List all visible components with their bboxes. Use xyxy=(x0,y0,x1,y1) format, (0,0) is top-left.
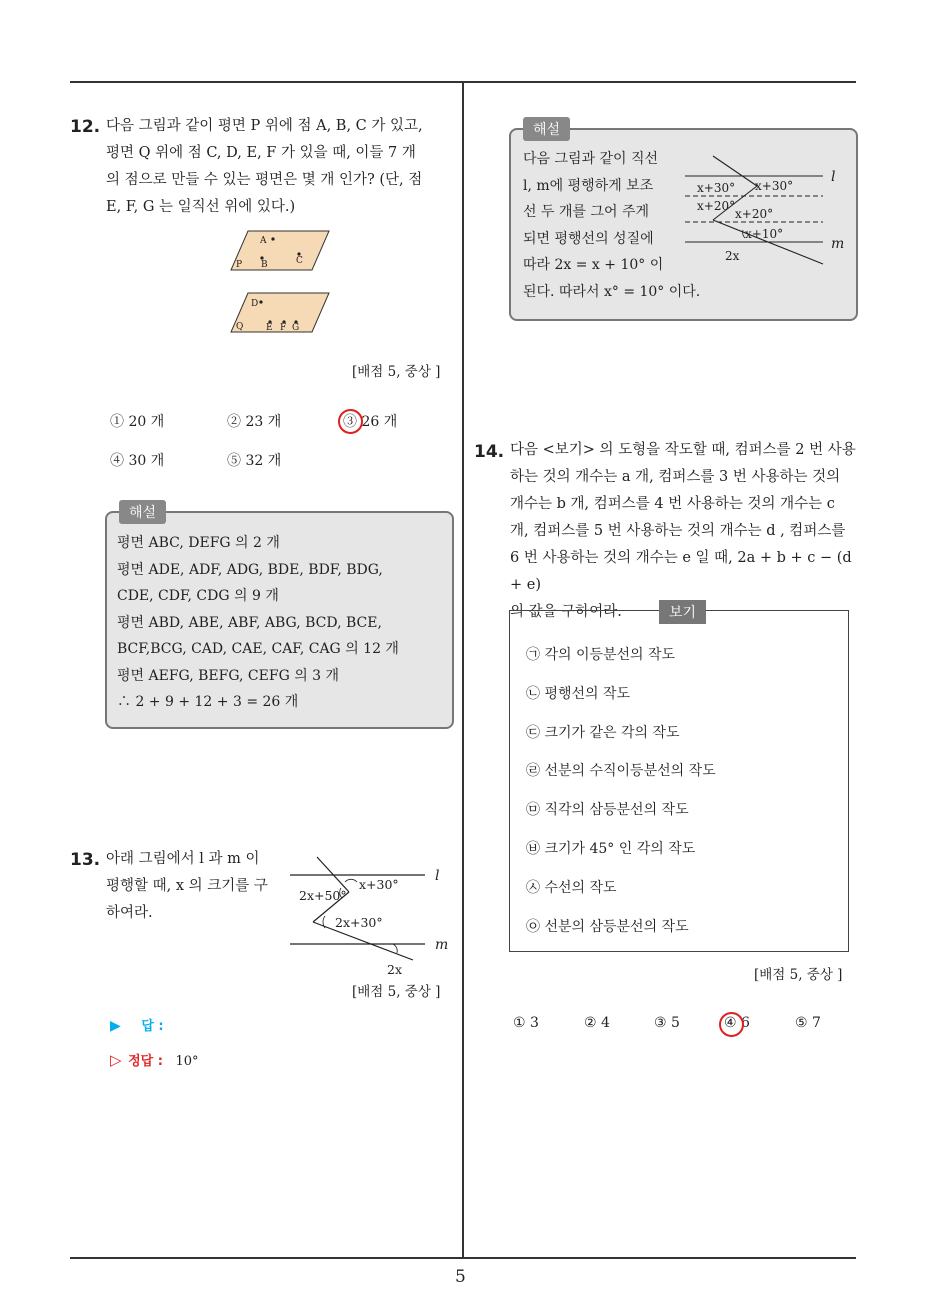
plane-q-label-d: D xyxy=(251,299,259,309)
q13-solution-tag: 해설 xyxy=(523,117,570,141)
q14-choice-3[interactable]: ③ 5 xyxy=(654,1015,680,1031)
q14-line: 개수는 b 개, 컴퍼스를 4 번 사용하는 것의 개수는 c xyxy=(510,496,835,512)
q12-solution-line: 평면 AEFG, BEFG, CEFG 의 3 개 xyxy=(117,667,340,684)
q13-line: 평행할 때, x 의 크기를 구 xyxy=(106,878,268,894)
play-icon: ▶ xyxy=(110,1018,121,1034)
plane-q-label-q: Q xyxy=(236,322,244,332)
q12-line: 다음 그림과 같이 평면 P 위에 점 A, B, C 가 있고, xyxy=(106,118,423,134)
q12-solution-box xyxy=(105,511,454,729)
sol13-line: 선 두 개를 그어 주게 xyxy=(523,204,649,220)
q13-solution-box xyxy=(509,128,858,321)
label-m: m xyxy=(435,937,449,953)
correct-answer-row xyxy=(110,1050,199,1069)
angle-label: x+10° xyxy=(745,227,784,241)
q12-choice-1[interactable]: ① 20 개 xyxy=(110,414,165,430)
q12-score: [배점 5, 중상 ] xyxy=(352,364,441,380)
outline-play-icon: ▷ xyxy=(110,1051,122,1069)
sol13-line: 따라 2x = x + 10° 이 xyxy=(523,257,664,273)
question-14-number: 14. xyxy=(474,442,505,462)
bogi-item: ㉠ 각의 이등분선의 작도 xyxy=(526,647,676,663)
angle-label: x+30° xyxy=(697,181,736,195)
q12-solution-line: CDE, CDF, CDG 의 9 개 xyxy=(117,588,279,604)
answer-label: 답 : xyxy=(141,1019,164,1034)
planes-figure xyxy=(225,226,335,336)
sol13-line: 된다. 따라서 x° = 10° 이다. xyxy=(523,283,701,300)
angle-label: 2x+50° xyxy=(299,888,347,903)
correct-label: 정답 : xyxy=(128,1054,163,1069)
q14-choice-1[interactable]: ① 3 xyxy=(513,1015,539,1031)
column-divider xyxy=(462,83,464,1258)
q12-choice-4[interactable]: ④ 30 개 xyxy=(110,453,165,469)
bogi-item: ㉢ 크기가 같은 각의 작도 xyxy=(526,725,680,741)
q14-line: 6 번 사용하는 것의 개수는 e 일 때, 2a + b + c − (d + e) xyxy=(510,550,852,593)
bogi-item: ㉧ 선분의 삼등분선의 작도 xyxy=(526,919,689,935)
q14-line: 의 값을 구하여라. xyxy=(510,604,622,620)
parallel-lines-figure xyxy=(285,852,455,980)
correct-value: 10° xyxy=(175,1054,199,1069)
plane-p-label-a: A xyxy=(260,236,267,246)
q14-choice-2[interactable]: ② 4 xyxy=(584,1015,610,1031)
bogi-item: ㉦ 수선의 작도 xyxy=(526,880,617,896)
page-number: 5 xyxy=(455,1267,466,1287)
q12-line: 의 점으로 만들 수 있는 평면은 몇 개 인가? (단, 점 xyxy=(106,172,423,188)
question-13-text xyxy=(106,846,286,927)
q14-choice-4[interactable]: ④ 6 xyxy=(724,1015,750,1031)
plane-q-label-g: G xyxy=(292,323,300,333)
q12-solution-tag: 해설 xyxy=(119,500,166,524)
answer-row[interactable] xyxy=(110,1015,164,1034)
q14-line: 하는 것의 개수는 a 개, 컴퍼스를 3 번 사용하는 것의 xyxy=(510,469,841,485)
plane-p-label-c: C xyxy=(296,256,303,266)
q12-solution-line: 평면 ADE, ADF, ADG, BDE, BDF, BDG, xyxy=(117,561,383,578)
bogi-item: ㉣ 선분의 수직이등분선의 작도 xyxy=(526,763,716,779)
question-12-text xyxy=(106,113,456,221)
q12-choice-2[interactable]: ② 23 개 xyxy=(227,414,282,430)
angle-label: x+30° xyxy=(359,877,399,892)
sol13-line: 되면 평행선의 성질에 xyxy=(523,230,654,247)
q14-score: [배점 5, 중상 ] xyxy=(754,967,843,983)
angle-label: x+20° xyxy=(697,199,736,213)
angle-label: 2x+30° xyxy=(335,915,383,930)
angle-label: 2x xyxy=(387,962,403,977)
q14-selected-mark xyxy=(719,1012,744,1037)
q12-solution-line: 평면 ABD, ABE, ABF, ABG, BCD, BCE, xyxy=(117,614,382,631)
q12-line: 평면 Q 위에 점 C, D, E, F 가 있을 때, 이들 7 개 xyxy=(106,145,416,161)
plane-q-label-e: E xyxy=(266,323,273,333)
bogi-item: ㉤ 직각의 삼등분선의 작도 xyxy=(526,802,689,818)
q12-line: E, F, G 는 일직선 위에 있다.) xyxy=(106,199,296,215)
q14-line: 개, 컴퍼스를 5 번 사용하는 것의 개수는 d , 컴퍼스를 xyxy=(510,523,846,539)
sol13-line: 다음 그림과 같이 직선 xyxy=(523,151,659,167)
bogi-item: ㉡ 평행선의 작도 xyxy=(526,686,631,702)
q13-line: 하여라. xyxy=(106,905,153,921)
q12-solution-line: ∴ 2 + 9 + 12 + 3 = 26 개 xyxy=(117,694,299,710)
auxiliary-lines-figure xyxy=(683,152,853,270)
q12-solution-line: 평면 ABC, DEFG 의 2 개 xyxy=(117,535,280,551)
question-14-text xyxy=(510,437,860,626)
plane-p-label-p: P xyxy=(236,260,243,270)
q12-choice-3[interactable]: ③ 26 개 xyxy=(343,414,398,430)
q13-score: [배점 5, 중상 ] xyxy=(352,984,441,1000)
q14-choice-5[interactable]: ⑤ 7 xyxy=(795,1015,821,1031)
plane-p xyxy=(231,231,329,270)
q12-selected-mark xyxy=(338,409,363,434)
sol13-line: l, m에 평행하게 보조 xyxy=(523,177,654,194)
plane-q-label-f: F xyxy=(280,323,287,333)
angle-label: 2x xyxy=(725,249,740,263)
question-12-number: 12. xyxy=(70,117,101,137)
bogi-tag: 보기 xyxy=(659,600,706,624)
angle-label: x+30° xyxy=(755,179,794,193)
bottom-rule xyxy=(70,1257,856,1259)
label-l: l xyxy=(831,169,836,185)
bogi-item: ㉥ 크기가 45° 인 각의 작도 xyxy=(526,841,696,857)
question-13-number: 13. xyxy=(70,850,101,870)
q12-choice-5[interactable]: ⑤ 32 개 xyxy=(227,453,282,469)
label-l: l xyxy=(435,868,440,884)
q13-line: 아래 그림에서 l 과 m 이 xyxy=(106,851,260,867)
angle-label: x+20° xyxy=(735,207,774,221)
q12-solution-line: BCF,BCG, CAD, CAE, CAF, CAG 의 12 개 xyxy=(117,641,399,657)
plane-p-label-b: B xyxy=(261,260,268,270)
label-m: m xyxy=(831,236,845,252)
q14-line: 다음 <보기> 의 도형을 작도할 때, 컴퍼스를 2 번 사용 xyxy=(510,442,856,458)
